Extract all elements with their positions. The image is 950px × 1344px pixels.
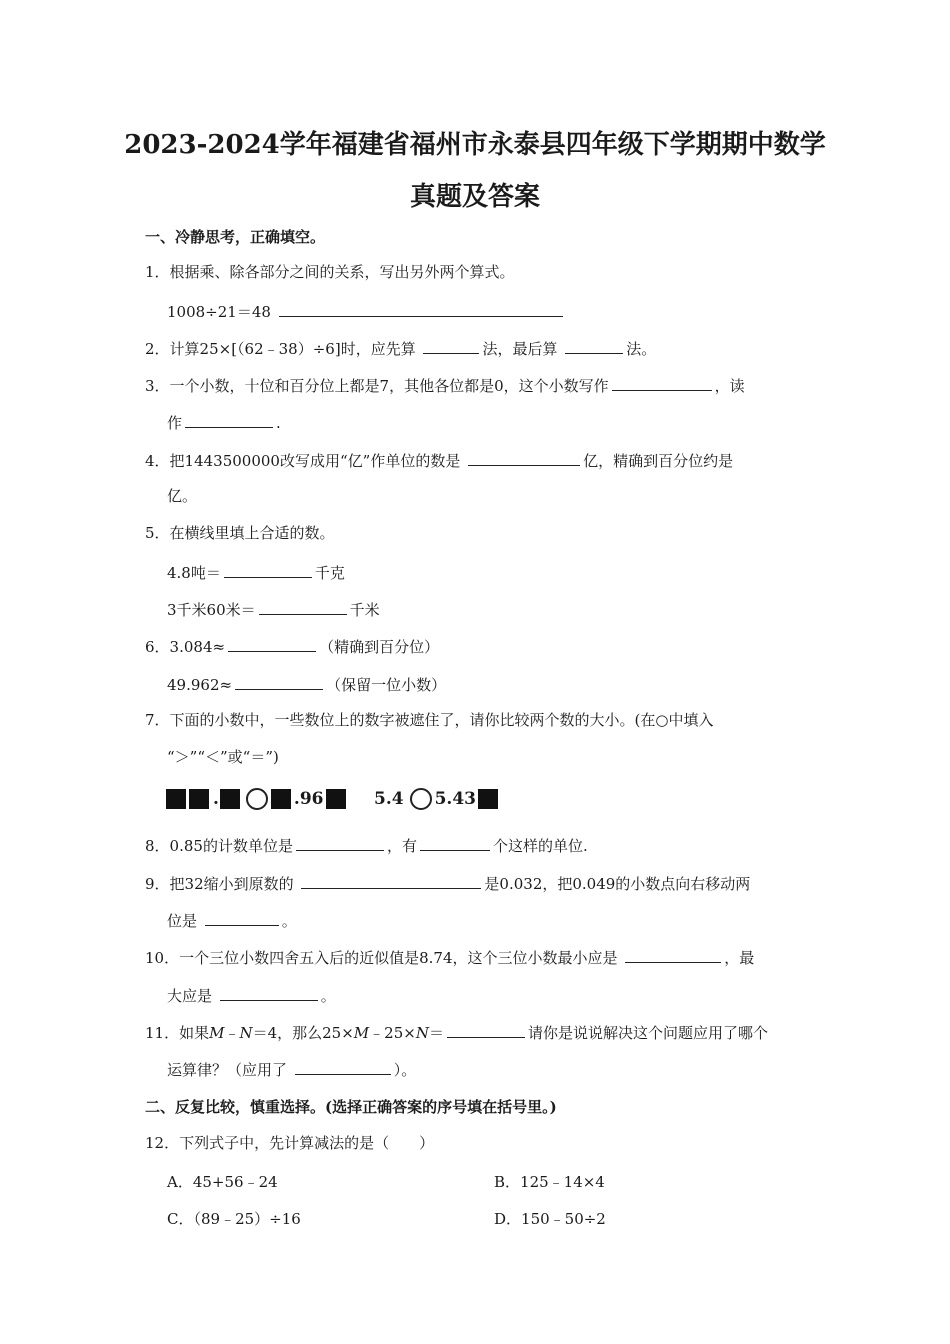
q1-text: 1．根据乘、除各部分之间的关系，写出另外两个算式。 <box>145 263 515 281</box>
q6-l1-text-b: （精确到百分位） <box>319 638 440 656</box>
q2-blank-2[interactable] <box>565 337 623 354</box>
hidden-digit-square <box>189 789 209 809</box>
compare-circle[interactable] <box>410 788 432 810</box>
q12-option-c[interactable]: C．（89﹣25）÷16 <box>167 1210 301 1228</box>
section-2-heading: 二、反复比较，慎重选择。(选择正确答案的序号填在括号里。) <box>145 1098 557 1116</box>
title-line-1: 2023-2024学年福建省福州市永泰县四年级下学期期中数学 <box>124 130 826 160</box>
q6-line-1 <box>145 635 439 657</box>
q8-text-b: ，有 <box>386 837 417 855</box>
q10-text-d: 。 <box>320 987 336 1005</box>
q8-blank-1[interactable] <box>296 834 384 851</box>
q3-line-2 <box>167 411 281 433</box>
q7-line-2: “＞”“＜”或“＝”) <box>167 748 279 766</box>
q9-blank-1[interactable] <box>301 872 481 889</box>
q5-l2-text-a: 3千米60米＝ <box>167 601 256 619</box>
q1-line <box>167 300 566 322</box>
q10-line-2 <box>167 984 336 1006</box>
q10-text-b: ，最 <box>724 949 755 967</box>
q11-var-m: M <box>353 1024 370 1042</box>
q9-line-2 <box>167 909 297 931</box>
q3-text-a: 3．一个小数，十位和百分位上都是7，其他各位都是0，这个小数写作 <box>145 377 609 395</box>
compare-circle[interactable] <box>246 788 268 810</box>
q2-line <box>145 337 656 359</box>
q8-line <box>145 834 588 856</box>
q11-var-m: M <box>209 1024 225 1042</box>
q5-l2-text-b: 千米 <box>349 601 380 619</box>
q6-blank-1[interactable] <box>228 635 316 652</box>
q2-blank-1[interactable] <box>423 337 479 354</box>
q3-text-b: ，读 <box>714 377 745 395</box>
q11-text-g: ）。 <box>393 1061 417 1079</box>
q7-compare-2 <box>374 787 501 811</box>
q12-option-a[interactable]: A．45+56﹣24 <box>167 1173 278 1191</box>
q2-text-a: 2．计算25×[（62﹣38）÷6]时，应先算 <box>145 340 416 358</box>
q3-text-c: 作 <box>167 414 183 432</box>
q10-text-a: 10．一个三位小数四舍五入后的近似值是8.74，这个三位小数最小应是 <box>145 949 618 967</box>
q11-minus: ﹣ <box>224 1024 240 1042</box>
q12-option-d[interactable]: D．150﹣50÷2 <box>494 1210 606 1228</box>
q11-var-n: N <box>415 1024 429 1042</box>
q7-value-3: 5.43 <box>434 789 476 809</box>
q9-text-d: 。 <box>281 912 297 930</box>
q5-text: 5．在横线里填上合适的数。 <box>145 524 335 542</box>
q9-text-b: 是0.032，把0.049的小数点向右移动两 <box>484 875 751 893</box>
q11-blank-2[interactable] <box>295 1058 391 1075</box>
q11-text-a: 11．如果 <box>145 1024 210 1042</box>
q3-text-d: . <box>276 414 281 432</box>
q10-blank-2[interactable] <box>220 984 318 1001</box>
q9-text-a: 9．把32缩小到原数的 <box>145 875 294 893</box>
q7-line-1: 7．下面的小数中，一些数位上的数字被遮住了，请你比较两个数的大小。(在○中填入 <box>145 711 714 729</box>
q7-value-2: 5.4 <box>374 789 404 809</box>
section-1-heading: 一、冷静思考，正确填空。 <box>145 228 326 246</box>
hidden-digit-square <box>478 789 498 809</box>
q8-text-a: 8．0.85的计数单位是 <box>145 837 293 855</box>
q6-l1-text-a: 6．3.084≈ <box>145 638 226 656</box>
hidden-digit-square <box>220 789 240 809</box>
q11-line-2 <box>167 1058 416 1080</box>
q1-blank[interactable] <box>279 300 563 317</box>
q10-blank-1[interactable] <box>625 946 721 963</box>
q11-var-n: N <box>239 1024 253 1042</box>
q4-blank-1[interactable] <box>468 449 580 466</box>
q5-blank-1[interactable] <box>224 561 312 578</box>
q11-text-b: ＝4，那么25× <box>252 1024 354 1042</box>
q12-option-b[interactable]: B．125﹣14×4 <box>494 1173 605 1191</box>
q6-line-2 <box>167 673 446 695</box>
q5-l1-text-b: 千克 <box>314 564 345 582</box>
q9-line-1 <box>145 872 750 894</box>
q4-text-b: 亿，精确到百分位约是 <box>583 452 734 470</box>
q8-text-c: 个这样的单位. <box>492 837 588 855</box>
q11-text-c: ﹣25× <box>369 1024 416 1042</box>
q4-text-a: 4．把1443500000改写成用“亿”作单位的数是 <box>145 452 461 470</box>
q11-text-e: 请你是说说解决这个问题应用了哪个 <box>527 1024 768 1042</box>
q8-blank-2[interactable] <box>420 834 490 851</box>
q9-text-c: 位是 <box>167 912 198 930</box>
q6-l2-text-a: 49.962≈ <box>167 676 233 694</box>
decimal-point: . <box>213 789 219 809</box>
q2-text-b: 法，最后算 <box>482 340 558 358</box>
q1-expr: 1008÷21＝48 <box>167 303 271 321</box>
hidden-digit-square <box>166 789 186 809</box>
q6-l2-text-b: （保留一位小数） <box>326 676 447 694</box>
q11-text-d: ＝ <box>428 1024 444 1042</box>
q9-blank-2[interactable] <box>205 909 279 926</box>
q3-line-1 <box>145 374 745 396</box>
q2-text-c: 法。 <box>626 340 657 358</box>
q11-line-1 <box>145 1021 768 1043</box>
q3-blank-1[interactable] <box>612 374 712 391</box>
title-line-2: 真题及答案 <box>409 182 540 212</box>
hidden-digit-square <box>271 789 291 809</box>
q4-line-1 <box>145 449 733 471</box>
q10-line-1 <box>145 946 754 968</box>
q7-value-1: .96 <box>293 789 324 809</box>
q6-blank-2[interactable] <box>235 673 323 690</box>
q5-blank-2[interactable] <box>259 598 347 615</box>
q4-line-2: 亿。 <box>167 487 198 505</box>
q10-text-c: 大应是 <box>167 987 213 1005</box>
q5-line-2 <box>167 598 380 620</box>
hidden-digit-square <box>326 789 346 809</box>
q11-blank-1[interactable] <box>447 1021 525 1038</box>
q7-compare-1 <box>166 787 349 811</box>
q11-text-f: 运算律？（应用了 <box>167 1061 288 1079</box>
q12-text: 12．下列式子中，先计算减法的是（ ） <box>145 1134 435 1152</box>
q5-line-1 <box>167 561 345 583</box>
q5-l1-text-a: 4.8吨＝ <box>167 564 221 582</box>
q3-blank-2[interactable] <box>185 411 273 428</box>
